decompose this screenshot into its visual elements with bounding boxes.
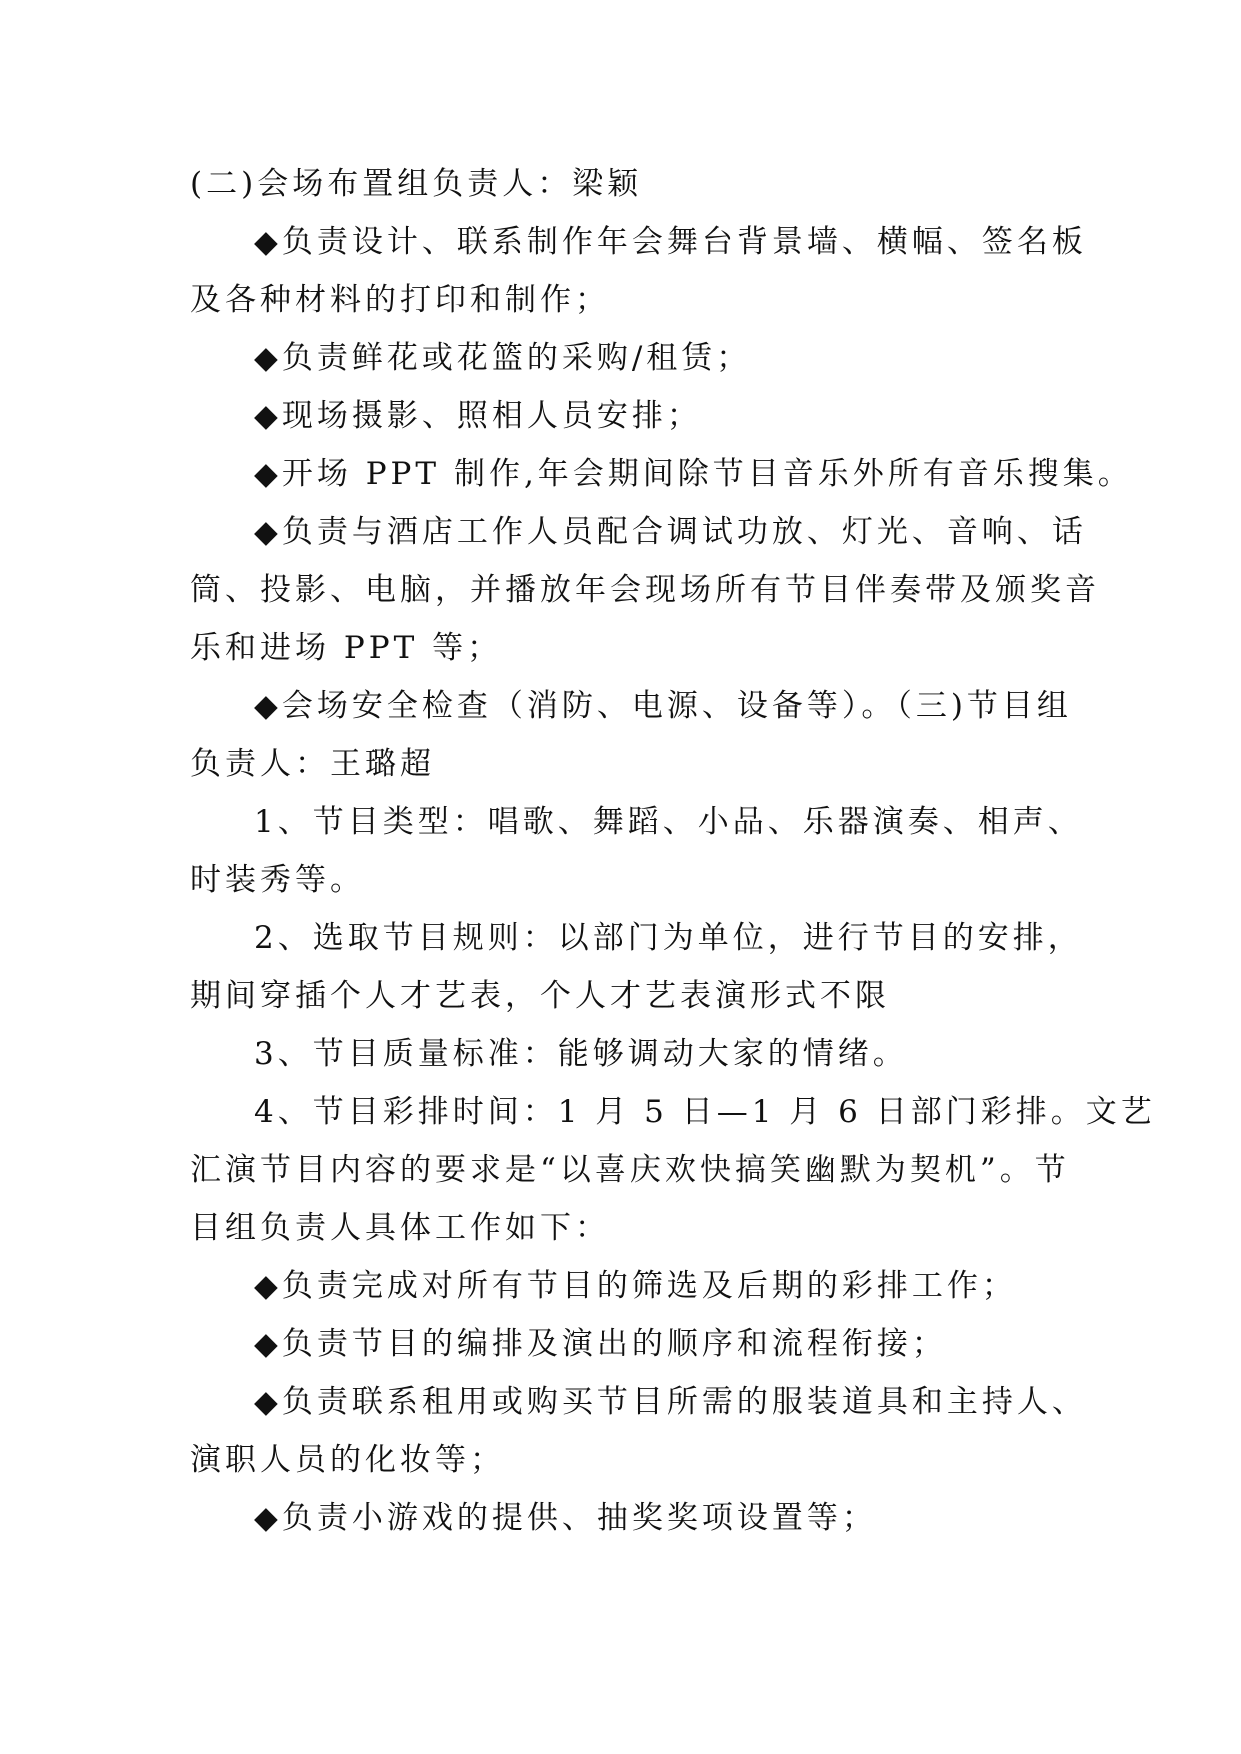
text-line: 演职人员的化妆等； [190,1442,505,1478]
numbered-line: 3、节目质量标准：能够调动大家的情绪。 [254,1036,908,1072]
text-line: 乐和进场 PPT 等； [190,630,503,666]
bullet-line: ◆负责设计、联系制作年会舞台背景墙、横幅、签名板 [254,224,1087,260]
bullet-line: ◆会场安全检查（消防、电源、设备等）。（三)节目组 [254,688,1072,724]
numbered-line: 4、节目彩排时间：1 月 5 日—1 月 6 日部门彩排。文艺 [254,1094,1156,1130]
text-line: 汇演节目内容的要求是“以喜庆欢快搞笑幽默为契机”。节 [190,1152,1070,1188]
text-line: 及各种材料的打印和制作； [190,282,610,318]
text-line: 期间穿插个人才艺表，个人才艺表演形式不限 [190,978,890,1014]
numbered-line: 1、节目类型：唱歌、舞蹈、小品、乐器演奏、相声、 [254,804,1083,840]
text-line: 时装秀等。 [190,862,365,898]
bullet-line: ◆现场摄影、照相人员安排； [254,398,702,434]
bullet-line: ◆负责节目的编排及演出的顺序和流程衔接； [254,1326,947,1362]
bullet-line: ◆负责鲜花或花篮的采购/租赁； [254,340,752,376]
bullet-line: ◆开场 PPT 制作,年会期间除节目音乐外所有音乐搜集。 [254,456,1133,492]
text-line: 筒、投影、电脑，并播放年会现场所有节目伴奏带及颁奖音 [190,572,1100,608]
bullet-line: ◆负责与酒店工作人员配合调试功放、灯光、音响、话 [254,514,1087,550]
section-heading-venue: (二)会场布置组负责人：梁颖 [190,166,643,202]
numbered-line: 2、选取节目规则：以部门为单位，进行节目的安排， [254,920,1083,956]
bullet-line: ◆负责小游戏的提供、抽奖奖项设置等； [254,1500,877,1536]
section-heading-program: 负责人：王璐超 [190,746,435,782]
bullet-line: ◆负责联系租用或购买节目所需的服装道具和主持人、 [254,1384,1087,1420]
bullet-line: ◆负责完成对所有节目的筛选及后期的彩排工作； [254,1268,1017,1304]
text-line: 目组负责人具体工作如下： [190,1210,610,1246]
